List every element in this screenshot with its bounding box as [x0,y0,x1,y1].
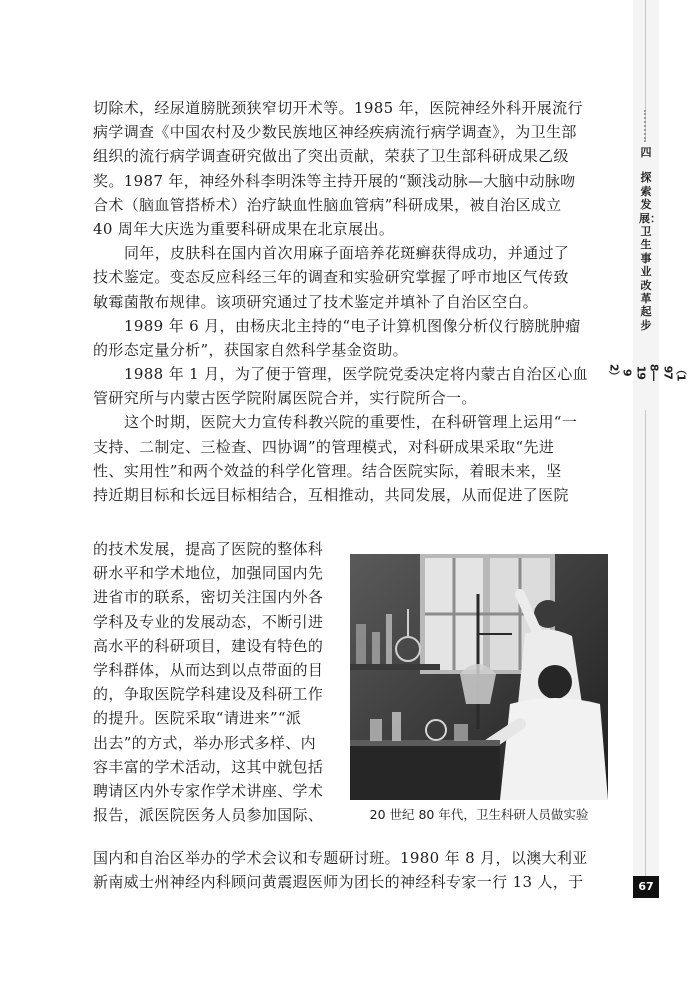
text-line: 合术（脑血管搭桥术）治疗缺血性脑血管病”科研成果，被自治区成立 [93,195,562,214]
page-number: 67 [633,876,659,898]
text-line: 支持、二制定、三检查、四协调”的管理模式，对科研成果采取“先进 [93,437,555,456]
chapter-years: （1978—1992） [607,364,688,381]
text-line: 组织的流行病学调查研究做出了突出贡献，荣获了卫生部科研成果乙级 [93,147,569,166]
photo-caption: 20 世纪 80 年代，卫生科研人员做实验 [369,807,589,822]
text-line: 敏霉菌散布规律。该项研究通过了技术鉴定并填补了自治区空白。 [93,292,539,311]
chapter-number: 四 [640,146,652,159]
text-line: 切除术，经尿道膀胱颈狭窄切开术等。1985 年，医院神经外科开展流行 [93,99,583,117]
text-line: 报告，派医院医务人员参加国际、 [93,806,324,825]
text-line: 聘请区内外专家作学术讲座、学术 [93,781,324,800]
text-line: 的提升。医院采取“请进来”“派 [93,709,302,728]
lab-photo [350,554,608,800]
text-line: 的形态定量分析”，获国家自然科学基金资助。 [93,340,409,359]
lab-photo-illustration [350,554,608,800]
text-line: 的技术发展，提高了医院的整体科 [93,540,324,558]
margin-rule-bottom [645,410,646,898]
text-line: 持近期目标和长远目标相结合，互相推动，共同发展，从而促进了医院 [93,486,569,504]
text-line: 同年，皮肤科在国内首次用麻子面培养花斑癣获得成功，并通过了 [124,244,570,263]
text-line: 出去”的方式，举办形式多样、内 [93,733,316,752]
body-text-wrapped [93,537,353,827]
body-text-top [93,96,609,507]
text-line: 学科群体，从而达到以点带面的目 [93,660,324,679]
text-line: 管研究所与内蒙古医学院附属医院合并，实行院所合一。 [93,389,477,408]
chapter-title: 探索发展：卫生事业改革起步 [639,171,661,332]
text-line: 病学调查《中国农村及少数民族地区神经疾病流行病学调查》，为卫生部 [93,123,577,142]
text-line: 技术鉴定。变态反应科经三年的调查和实验研究掌握了呼市地区气传致 [93,268,569,287]
body-text-bottom [93,846,609,894]
text-line: 进省市的联系，密切关注国内外各 [93,588,324,607]
text-line: 这个时期，医院大力宣传科教兴院的重要性，在科研管理上运用“一 [124,413,578,432]
text-line: 国内和自治区举办的学术会议和专题研讨班。1980 年 8 月，以澳大利亚 [93,849,588,867]
text-line: 学科及专业的发展动态，不断引进 [93,612,324,631]
chapter-running-head [607,146,688,413]
text-line: 研水平和学术地位，加强同国内先 [93,564,324,583]
text-line: 1989 年 6 月，由杨庆北主持的“电子计算机图像分析仪行膀胱肿瘤 [124,316,581,335]
text-line: 40 周年大庆选为重要科研成果在北京展出。 [93,219,395,238]
text-line: 高水平的科研项目，建设有特色的 [93,636,324,655]
text-line: 奖。1987 年，神经外科李明洙等主持开展的“颞浅动脉—大脑中动脉吻 [93,171,576,190]
text-line: 1988 年 1 月，为了便于管理，医学院党委决定将内蒙古自治区心血 [124,365,588,384]
margin-dotted-rule [644,110,646,142]
text-line: 的，争取医院学科建设及科研工作 [93,685,324,704]
text-line: 性、实用性”和两个效益的科学化管理。结合医院实际，着眼未来，坚 [93,461,562,480]
chapter-tab-strip [633,0,659,898]
text-line: 容丰富的学术活动，这其中就包括 [93,757,324,776]
text-line: 新南威士州神经内科顾问黄震遐医师为团长的神经科专家一行 13 人，于 [93,873,584,892]
